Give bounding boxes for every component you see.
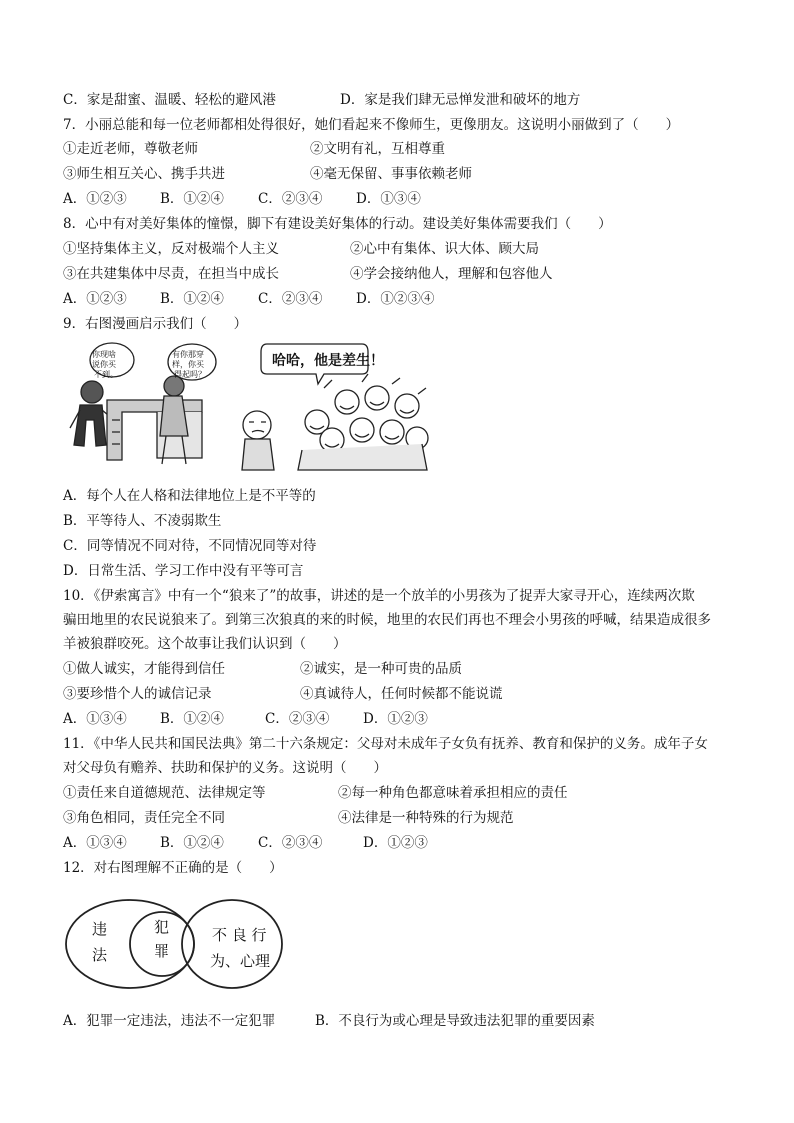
- q9-cartoon: [62, 340, 432, 474]
- q11-stem-line-1: 11．《中华人民共和国民法典》第二十六条规定：父母对未成年子女负有抚养、教育和保护的义务。成年子女: [63, 736, 708, 752]
- q8-statement-3: ③在共建集体中尽责，在担当中成长: [63, 266, 279, 282]
- q10-statement-1: ①做人诚实，才能得到信任: [63, 661, 225, 677]
- cartoon-bubble-2-line3: 得起吗？: [174, 370, 206, 379]
- q8-statement-4: ④学会接纳他人，理解和包容他人: [350, 266, 553, 282]
- q11-option-b: B．①②④: [160, 835, 224, 851]
- q9-option-b: B．平等待人、不凌弱欺生: [63, 513, 222, 529]
- q12-option-b: B．不良行为或心理是导致违法犯罪的重要因素: [315, 1013, 595, 1029]
- q11-statement-4: ④法律是一种特殊的行为规范: [338, 810, 514, 826]
- q10-statement-3: ③要珍惜个人的诚信记录: [63, 686, 212, 702]
- q7-option-a: A．①②③: [63, 191, 127, 207]
- cartoon-bubble-2-line2: 样，你买: [172, 360, 204, 369]
- q11-statement-2: ②每一种角色都意味着承担相应的责任: [338, 785, 568, 801]
- venn-label-bad-2: 为、心理: [210, 952, 271, 970]
- q7-statement-1: ①走近老师，尊敬老师: [63, 141, 198, 157]
- q7-option-c: C．②③④: [258, 191, 323, 207]
- q9-stem: 9．右图漫画启示我们（ ）: [63, 316, 248, 332]
- q6-option-d: D．家是我们肆无忌惮发泄和破坏的地方: [340, 92, 581, 108]
- q11-statement-3: ③角色相同，责任完全不同: [63, 810, 225, 826]
- venn-label-bad-1: 不 良 行: [212, 926, 267, 944]
- q7-option-b: B．①②④: [160, 191, 224, 207]
- q8-option-b: B．①②④: [160, 291, 224, 307]
- q11-option-d: D．①②③: [363, 835, 428, 851]
- cartoon-bubble-3: 哈哈，他是差生！: [272, 353, 384, 369]
- q10-statement-2: ②诚实，是一种可贵的品质: [300, 661, 462, 677]
- q7-option-d: D．①③④: [356, 191, 421, 207]
- q6-option-c: C．家是甜蜜、温暖、轻松的避风港: [63, 92, 276, 108]
- q8-option-a: A．①②③: [63, 291, 127, 307]
- q7-statement-2: ②文明有礼，互相尊重: [310, 141, 445, 157]
- q10-stem-line-1: 10．《伊索寓言》中有一个“狼来了”的故事，讲述的是一个放羊的小男孩为了捉弄大家寻开心，连续两次欺: [63, 588, 695, 604]
- cartoon-bubble-2-line1: 有你那穿: [172, 350, 204, 359]
- q10-stem-line-3: 羊被狼群咬死。这个故事让我们认识到（ ）: [63, 636, 347, 652]
- q10-statement-4: ④真诚待人，任何时候都不能说谎: [300, 686, 503, 702]
- q8-statement-1: ①坚持集体主义，反对极端个人主义: [63, 241, 279, 257]
- q12-option-a: A．犯罪一定违法，违法不一定犯罪: [63, 1013, 276, 1029]
- q9-option-d: D．日常生活、学习工作中没有平等可言: [63, 563, 304, 579]
- venn-label-crime-1: 犯: [154, 918, 170, 936]
- q12-venn-diagram: [62, 884, 292, 1004]
- q10-stem-line-2: 骗田地里的农民说狼来了。到第三次狼真的来的时候，地里的农民们再也不理会小男孩的呼喊，结果造成很多: [63, 612, 711, 628]
- q10-option-b: B．①②④: [160, 711, 224, 727]
- venn-bad-behavior-circle: [182, 900, 282, 988]
- q9-option-a: A．每个人在人格和法律地位上是不平等的: [63, 488, 316, 504]
- q11-stem-line-2: 对父母负有赡养、扶助和保护的义务。这说明（ ）: [63, 760, 387, 776]
- q8-stem: 8．心中有对美好集体的憧憬，脚下有建设美好集体的行动。建设美好集体需要我们（ ）: [63, 216, 612, 232]
- venn-label-illegal-1: 违: [92, 920, 108, 938]
- q10-option-a: A．①③④: [63, 711, 127, 727]
- q8-option-d: D．①②③④: [356, 291, 435, 307]
- q8-option-c: C．②③④: [258, 291, 323, 307]
- cartoon-bubble-1-line3: 不到。: [94, 370, 118, 379]
- venn-label-crime-2: 罪: [154, 942, 170, 960]
- cartoon-bubble-1-line1: 你现啥: [92, 350, 116, 359]
- q10-option-c: C．②③④: [265, 711, 330, 727]
- q9-option-c: C．同等情况不同对待，不同情况同等对待: [63, 538, 317, 554]
- q7-statement-4: ④毫无保留、事事依赖老师: [310, 166, 472, 182]
- q11-option-c: C．②③④: [258, 835, 323, 851]
- q7-stem: 7．小丽总能和每一位老师都相处得很好，她们看起来不像师生，更像朋友。这说明小丽做到了（ ）: [63, 117, 680, 133]
- q11-statement-1: ①责任来自道德规范、法律规定等: [63, 785, 266, 801]
- q12-stem: 12．对右图理解不正确的是（ ）: [63, 860, 283, 876]
- q8-statement-2: ②心中有集体、识大体、顾大局: [350, 241, 539, 257]
- q11-option-a: A．①③④: [63, 835, 127, 851]
- q10-option-d: D．①②③: [363, 711, 428, 727]
- venn-label-illegal-2: 法: [92, 946, 108, 964]
- cartoon-bubble-1-line2: 说你买: [92, 360, 116, 369]
- q7-statement-3: ③师生相互关心、携手共进: [63, 166, 225, 182]
